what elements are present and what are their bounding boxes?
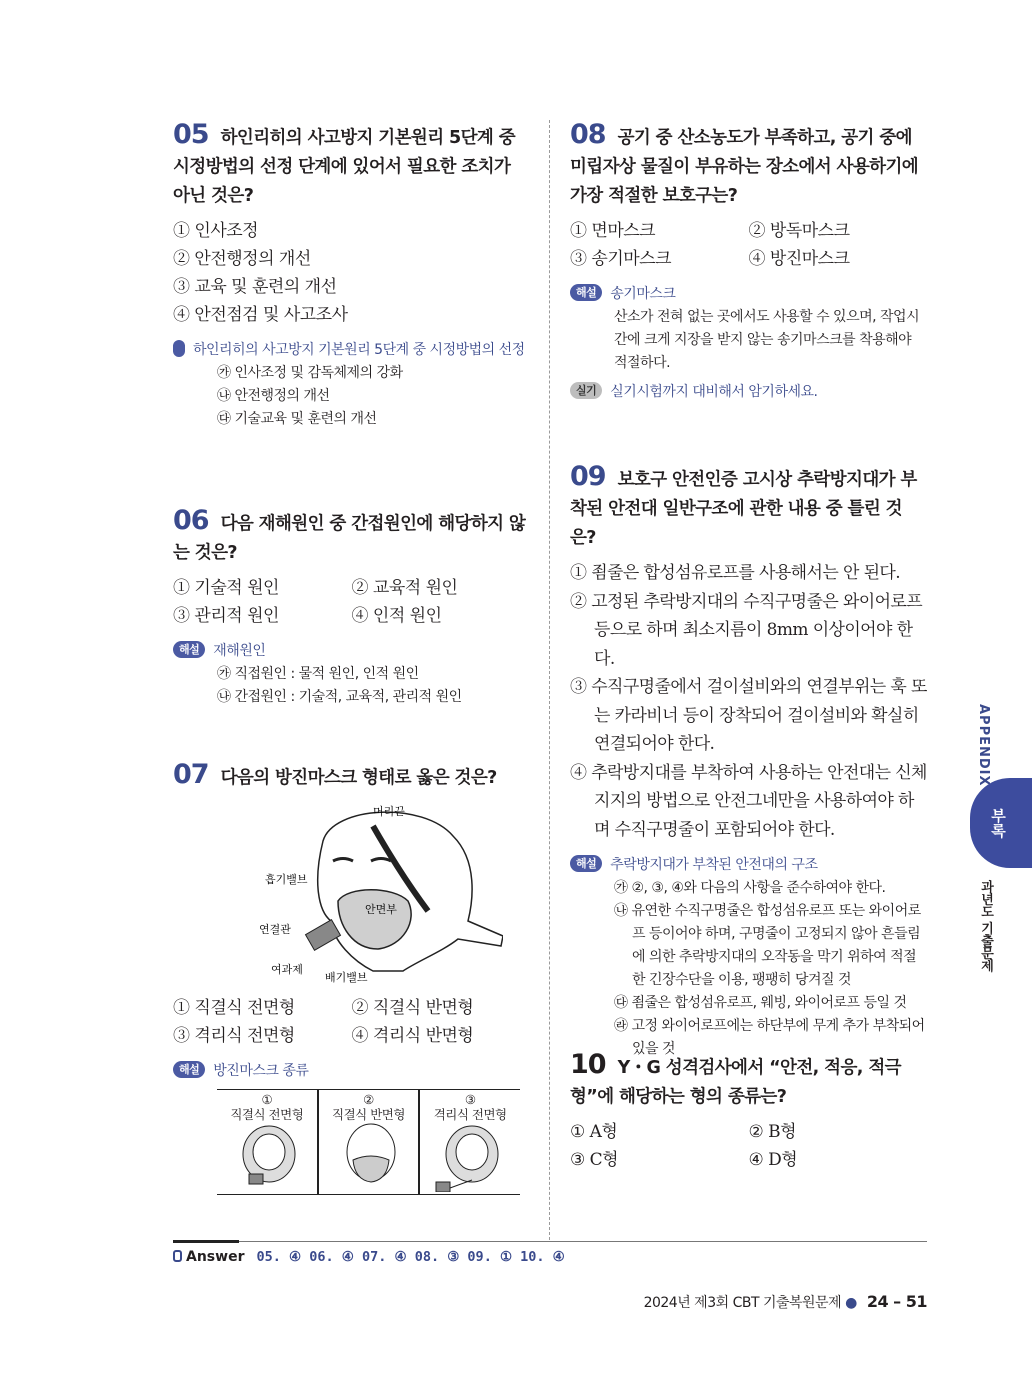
solution-heading: 송기마스크 (610, 286, 676, 302)
option[interactable]: ① 기술적 원인 (173, 578, 279, 598)
question-number: 10 (570, 1049, 606, 1080)
fig-label: 흡기밸브 (265, 873, 308, 886)
mask-types-figure (217, 1089, 520, 1195)
answer-values: 05. ④ 06. ④ 07. ④ 08. ③ 09. ① 10. ④ (256, 1249, 565, 1265)
option[interactable]: ① 면마스크 (570, 221, 656, 241)
option[interactable]: ④ 추락방지대를 부착하여 사용하는 안전대는 신체 지지의 방법으로 안전그네만을 사용하여야 하며 수직구명줄이 포함되어야 한다. (570, 762, 927, 840)
option[interactable]: ② B형 (748, 1122, 797, 1142)
solution (173, 640, 530, 709)
solution-heading: 추락방지대가 부착된 안전대의 구조 (610, 857, 818, 873)
option[interactable]: ① 죔줄은 합성섬유로프를 사용해서는 안 된다. (570, 563, 901, 583)
answer-bar (173, 1241, 927, 1265)
mask-type-cell: ③ 격리식 전면형 (418, 1090, 520, 1194)
option[interactable]: ① A형 (570, 1122, 618, 1142)
solution-badge: 해설 (173, 1061, 205, 1078)
fig-label: 여과제 (271, 963, 303, 976)
side-tab[interactable] (970, 778, 1032, 868)
question-number: 05 (173, 119, 209, 150)
tip-badge: 실기 (570, 382, 602, 399)
option[interactable]: ② 방독마스크 (748, 221, 850, 241)
option[interactable]: ④ 방진마스크 (748, 249, 850, 269)
dust-mask-figure (253, 801, 530, 990)
option[interactable]: ④ D형 (748, 1150, 798, 1170)
page-number: 24 – 51 (866, 1292, 927, 1311)
solution-heading: 재해원인 (213, 643, 266, 659)
options-list (173, 994, 530, 1050)
option[interactable]: ② 직결식 반면형 (351, 998, 474, 1018)
fig-label: 안면부 (365, 903, 397, 916)
option[interactable]: ③ 격리식 전면형 (173, 1026, 295, 1046)
solution-badge: 해설 (570, 284, 602, 301)
drop-icon: ● (845, 1295, 857, 1311)
solution (570, 854, 927, 1061)
option[interactable]: ④ 인적 원인 (351, 606, 442, 626)
options-list (173, 574, 530, 630)
solution-item: ㉱ 고정 와이어로프에는 하단부에 무게 추가 부착되어 있을 것 (614, 1018, 925, 1057)
question-number: 06 (173, 505, 209, 536)
solution-text: 산소가 전혀 없는 곳에서도 사용할 수 있으며, 작업시간에 크게 지장을 받지 않는 송기마스크를 착용해야 적절하다. (614, 309, 920, 371)
question-title: 07 다음의 방진마스크 형태로 옳은 것은? (173, 759, 497, 790)
options-list (173, 217, 530, 329)
solution-item: ㉮ 직접원인 : 물적 원인, 인적 원인 (217, 666, 419, 682)
solution-item: ㉯ 간접원인 : 기술적, 교육적, 관리적 원인 (217, 689, 462, 705)
mask-type-cell: ① 직결식 전면형 (217, 1090, 317, 1194)
question-05 (135, 119, 530, 431)
question-title: 10 Y・G 성격검사에서 “안전, 적응, 적극형”에 해당하는 형의 종류는? (570, 1049, 901, 1107)
tip-text: 실기시험까지 대비해서 암기하세요. (610, 384, 818, 400)
solution (135, 339, 530, 431)
option[interactable]: ④ 안전점검 및 사고조사 (173, 305, 348, 325)
half-face-mask-icon (329, 1122, 409, 1192)
solution-item: ㉯ 안전행정의 개선 (217, 388, 330, 404)
answer-label: Answer (186, 1249, 245, 1265)
question-number: 07 (173, 759, 209, 790)
solution-item: ㉰ 죔줄은 합성섬유로프, 웨빙, 와이어로프 등일 것 (614, 995, 907, 1011)
solution-item: ㉯ 유연한 수직구명줄은 합성섬유로프 또는 와이어로프 등이어야 하며, 구명줄이 고정되지 않아 흔들림에 의한 추락방지대의 오작동을 막기 위하여 적절한 긴장수단을 이용, 팽팽히 당겨질 것 (614, 903, 921, 988)
question-title: 09 보호구 안전인증 고시상 추락방지대가 부착된 안전대 일반구조에 관한 내용 중 틀린 것은? (570, 461, 917, 548)
side-tab-label: 부록 (989, 808, 1007, 838)
option[interactable]: ① 직결식 전면형 (173, 998, 295, 1018)
option[interactable]: ② 고정된 추락방지대의 수직구명줄은 와이어로프 등으로 하며 최소지름이 8mm 이상이어야 한다. (570, 591, 923, 669)
fig-label: 배기밸브 (325, 971, 368, 984)
solution-badge: 해설 (173, 641, 205, 658)
question-number: 09 (570, 461, 606, 492)
options-list (570, 217, 927, 273)
solution-item: ㉮ ②, ③, ④와 다음의 사항을 준수하여야 한다. (614, 880, 886, 896)
option[interactable]: ④ 격리식 반면형 (351, 1026, 474, 1046)
solution (570, 283, 927, 404)
question-10 (570, 1050, 927, 1174)
side-appendix-label: APPENDIX (976, 704, 991, 787)
options-list (570, 1118, 927, 1174)
side-section-label: 과년도 기출문제 (978, 880, 993, 972)
question-09 (570, 462, 927, 1061)
fig-label: 머리끈 (373, 805, 405, 818)
solution (173, 1060, 530, 1195)
lock-icon (173, 1250, 182, 1262)
fig-label: 연결관 (259, 923, 291, 936)
option[interactable]: ③ 관리적 원인 (173, 606, 279, 626)
option[interactable]: ③ 수직구명줄에서 걸이설비와의 연결부위는 훅 또는 카라비너 등이 장착되어 걸이설비와 확실히 연결되어야 한다. (570, 677, 927, 754)
footer-text: 2024년 제3회 CBT 기출복원문제 (643, 1295, 842, 1311)
solution-item: ㉮ 인사조정 및 감독체제의 강화 (217, 365, 403, 381)
question-number: 08 (570, 119, 606, 150)
options-list (570, 559, 927, 844)
column-divider (549, 120, 550, 1240)
solution-item: ㉰ 기술교육 및 훈련의 개선 (217, 411, 377, 427)
option[interactable]: ② 안전행정의 개선 (173, 249, 311, 269)
mask-type-cell: ② 직결식 반면형 (317, 1090, 419, 1194)
question-title: 08 공기 중 산소농도가 부족하고, 공기 중에 미립자상 물질이 부유하는 장소에서 사용하기에 가장 적절한 보호구는? (570, 119, 919, 206)
option[interactable]: ③ C형 (570, 1150, 619, 1170)
question-title: 05 하인리히의 사고방지 기본원리 5단계 중 시정방법의 선정 단계에 있어서 필요한 조치가 아닌 것은? (173, 119, 516, 206)
full-face-mask-icon (227, 1122, 307, 1192)
question-title: 06 다음 재해원인 중 간접원인에 해당하지 않는 것은? (173, 505, 526, 563)
solution-heading: 방진마스크 종류 (213, 1063, 309, 1079)
solution-heading: 하인리히의 사고방지 기본원리 5단계 중 시정방법의 선정 (193, 342, 525, 358)
option[interactable]: ② 교육적 원인 (351, 578, 458, 598)
question-08 (570, 120, 927, 404)
full-face-separate-mask-icon (430, 1122, 510, 1192)
page-footer (644, 1292, 927, 1312)
question-06 (173, 506, 530, 709)
solution-badge: 해설 (173, 340, 185, 357)
option[interactable]: ③ 교육 및 훈련의 개선 (173, 277, 337, 297)
question-07 (173, 760, 530, 1195)
option[interactable]: ① 인사조정 (173, 221, 259, 241)
dust-mask-illustration (253, 801, 503, 986)
option[interactable]: ③ 송기마스크 (570, 249, 672, 269)
solution-badge: 해설 (570, 855, 602, 872)
